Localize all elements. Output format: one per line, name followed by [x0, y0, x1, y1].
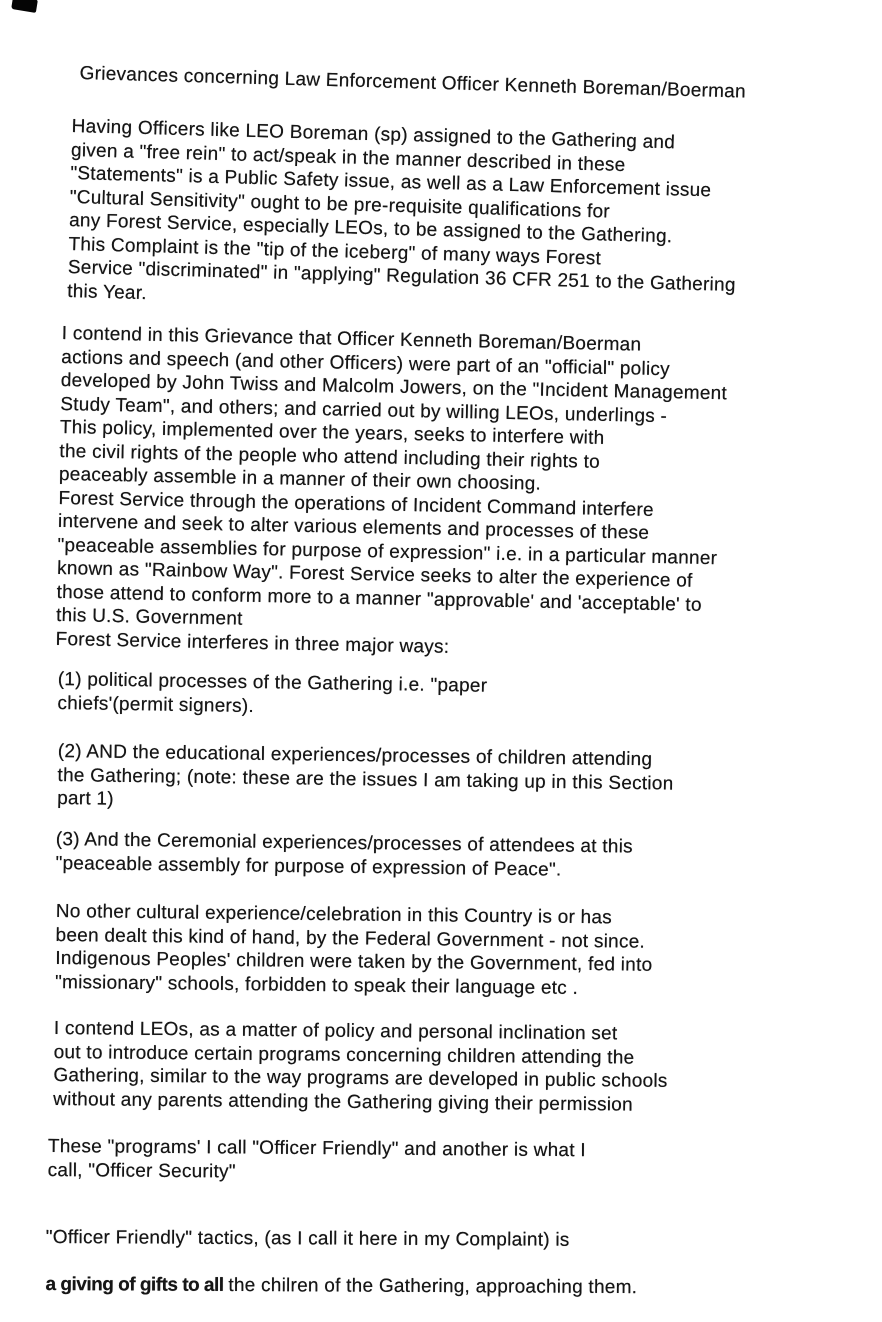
programs-naming-paragraph: These "programs' I call "Officer Friendly" and another is what I call, "Officer Security" [47, 1136, 586, 1182]
scan-artifact-top-left [11, 0, 38, 13]
closing-line-2-bold: a giving of gifts to all [45, 1273, 229, 1296]
document-title: Grievances concerning Law Enforcement Officer Kenneth Boreman/Boerman [79, 62, 747, 103]
closing-paragraph [45, 1202, 637, 1322]
list-item-2: (2) AND the educational experiences/processes of children attending the Gathering; (note: these are the issues I am taking up in this Section part 1) [57, 740, 674, 810]
closing-line-2-rest: the chilren of the Gathering, approaching them. [228, 1274, 638, 1298]
comparison-paragraph: No other cultural experience/celebration in this Country is or has been dealt this kind of hand, by the Federal Government - not since. Indigenous Peoples' children were taken by the Government, fed into "missionary" schools, forbidden to speak their language etc . [54, 900, 653, 999]
leo-programs-paragraph: I contend LEOs, as a matter of policy and personal inclination set out to introduce certain programs concerning children attending the Gathering, similar to the way programs are developed in public schools without any parents attending the Gathering giving their permission [53, 1017, 668, 1116]
closing-line-2 [46, 1272, 638, 1299]
list-item-3: (3) And the Ceremonial experiences/processes of attendees at this "peaceable assembly for purpose of expression of Peace". [55, 828, 634, 881]
closing-line-1: "Officer Friendly" tactics, (as I call it here in my Complaint) is [45, 1226, 570, 1251]
list-item-1: (1) political processes of the Gathering i.e. "paper chiefs'(permit signers). [57, 668, 488, 717]
contention-paragraph: I contend in this Grievance that Officer Kenneth Boreman/Boerman actions and speech (and other Officers) were part of an "official" policy developed by John Twiss and Malcolm Jowers, on the "Incident Management Study Team", and others; and carried out by willing LEOs, underlings - This policy, implemented over the years, seeks to interfere with the civil rights of the people who attend including their rights to peaceably assemble in a manner of their own choosing. Forest Service through the operations of Incident Command interfere intervene and seek to alter various elements and processes of these "peaceable assemblies for purpose of expression" i.e. in a particular manner known as "Rainbow Way". Forest Service seeks to alter the experience of those attend to conform more to a manner "approvable' and 'acceptable' to this U.S. Government Forest Service interferes in three major ways: [55, 322, 728, 658]
opening-paragraph: Having Officers like LEO Boreman (sp) assigned to the Gathering and given a "free rein" to act/speak in the manner described in these "Statements" is a Public Safety issue, as well as a Law Enforcement issue "Cultural Sensitivity" ought to be pre-requisite qualifications for any Forest Service, especially LEOs, to be assigned to the Gathering. This Complaint is the "tip of the iceberg" of many ways Forest Service "discriminated" in "applying" Regulation 36 CFR 251 to the Gathering this Year. [66, 115, 736, 304]
